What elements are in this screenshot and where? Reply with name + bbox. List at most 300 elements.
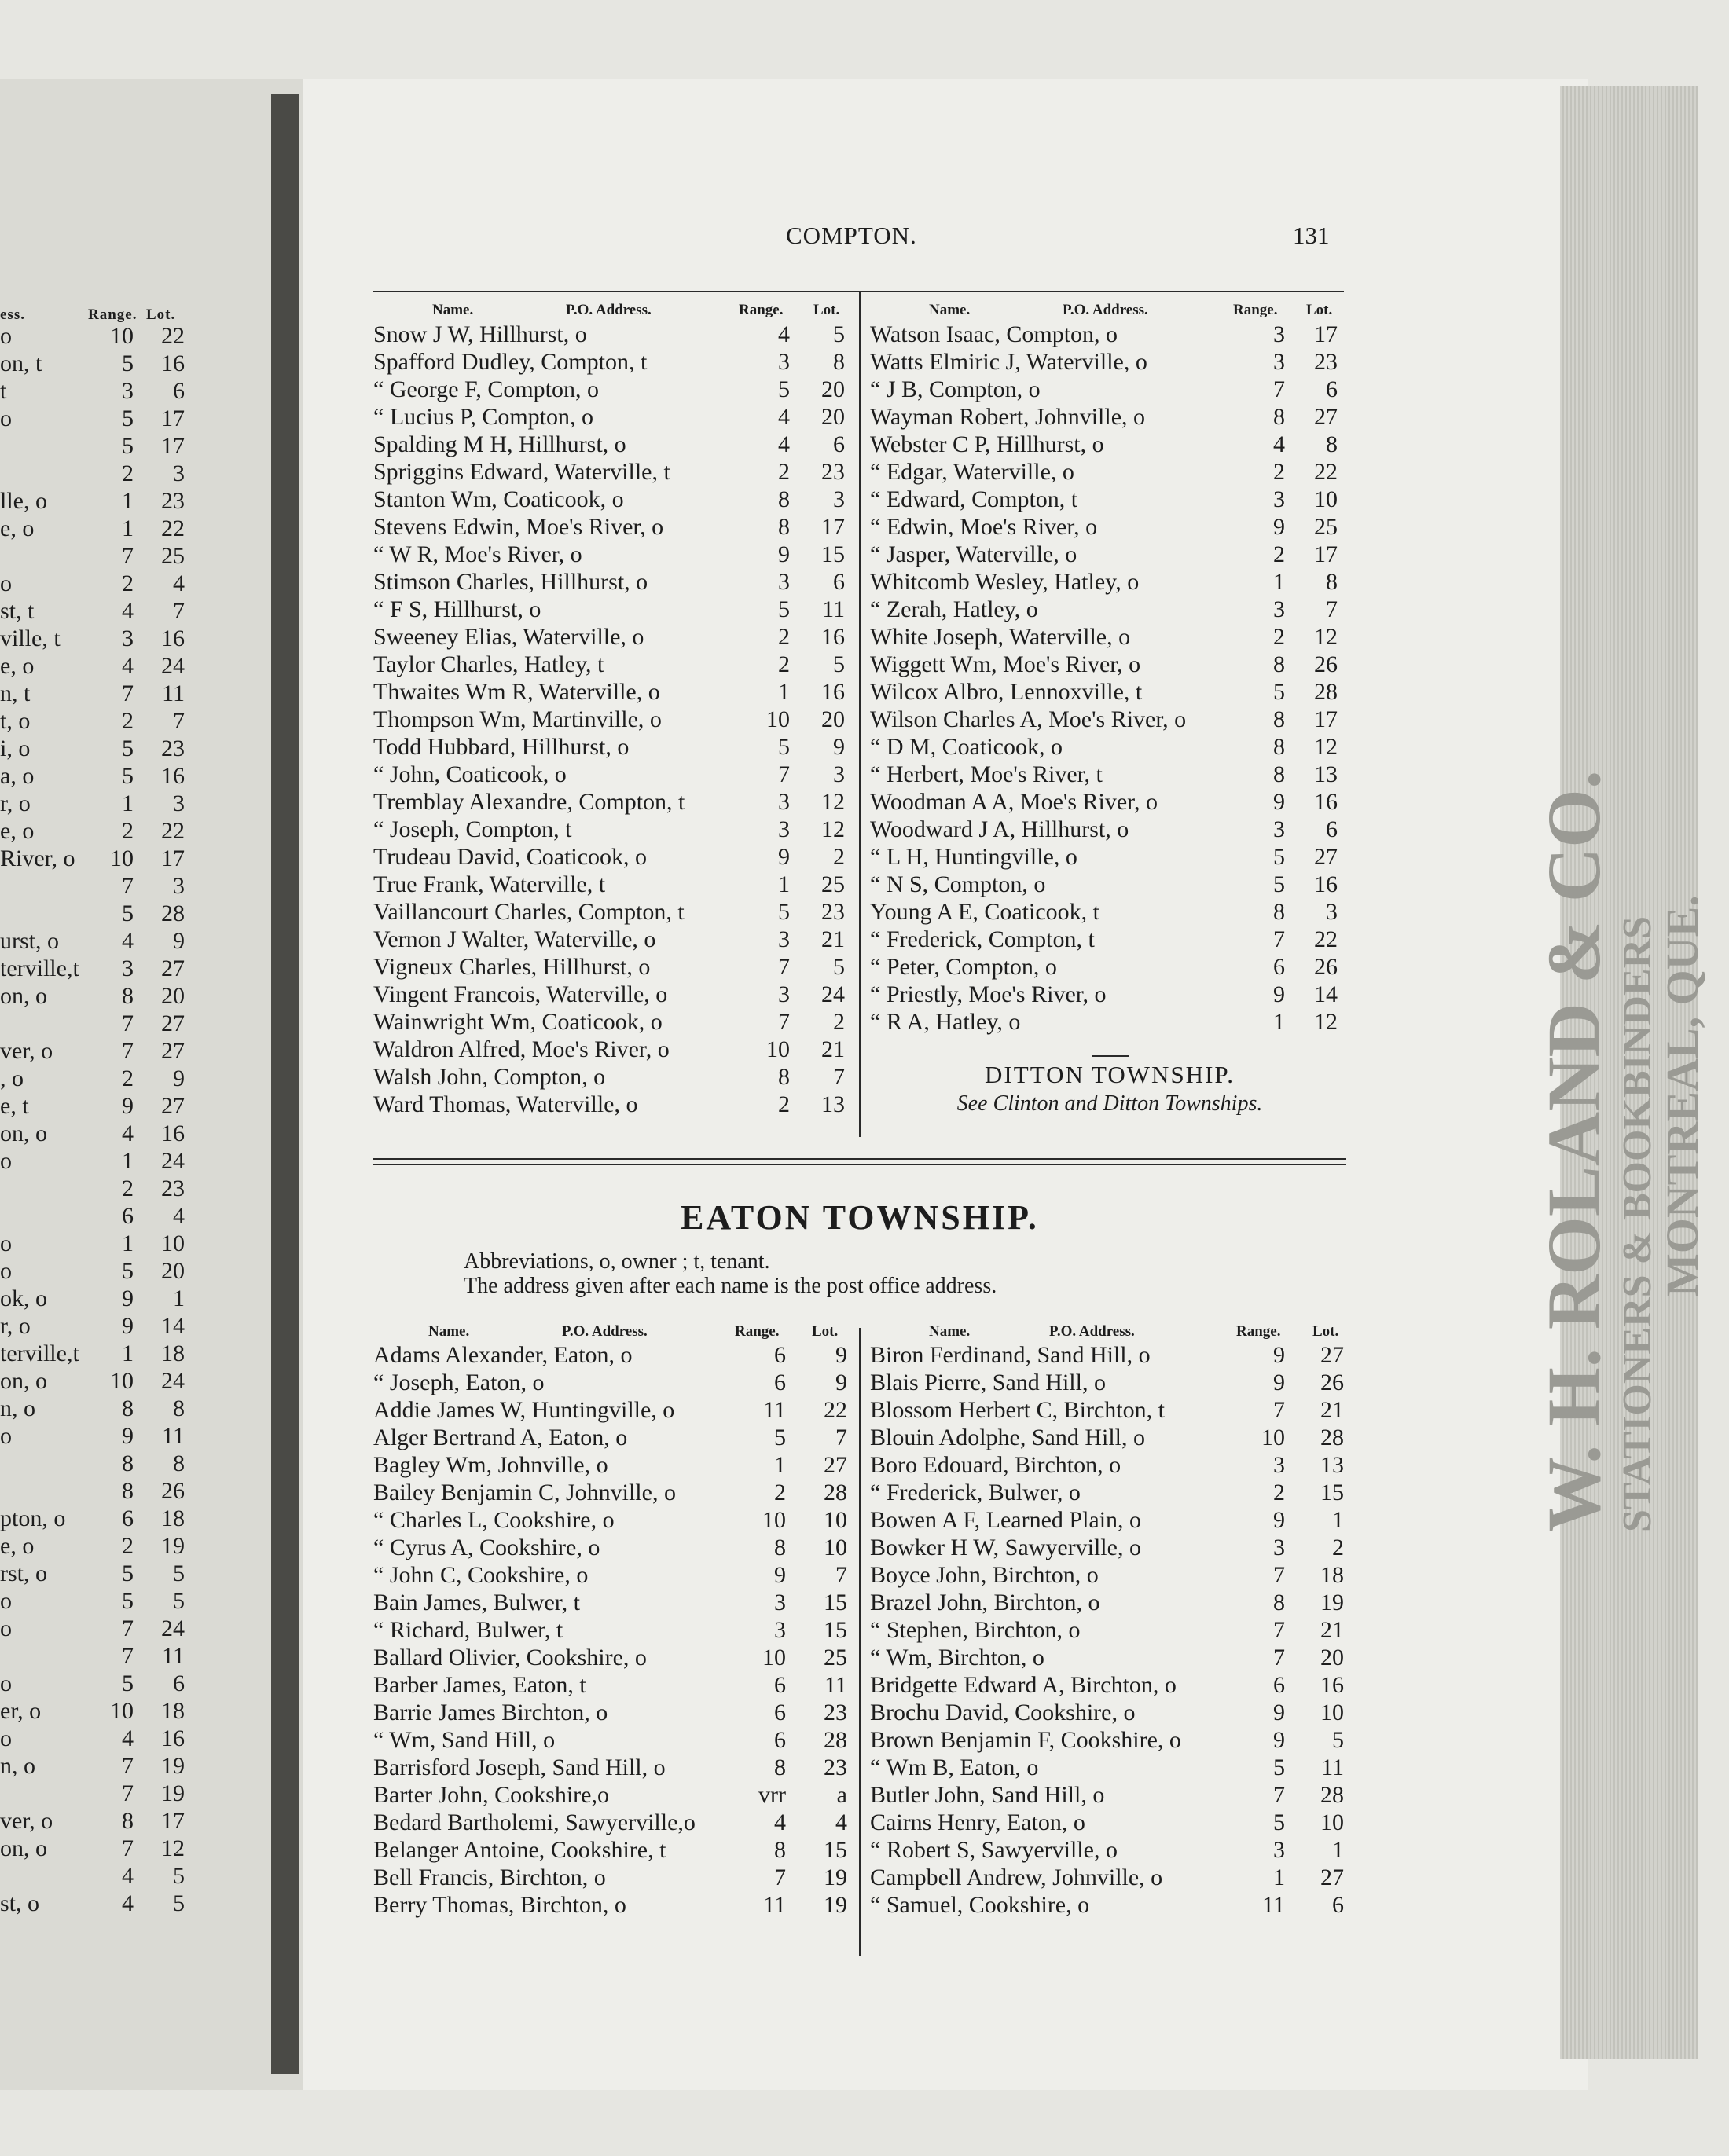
entry-range: 9	[1273, 1342, 1285, 1368]
entry-range: 2	[778, 624, 790, 650]
directory-entry	[373, 651, 853, 678]
entry-lot: 12	[1314, 734, 1338, 760]
entry-lot: 23	[1314, 349, 1338, 375]
directory-entry	[870, 1396, 1349, 1424]
page-number: 131	[1293, 222, 1330, 249]
entry-range: 3	[1273, 596, 1285, 622]
entry-lot: 1	[1332, 1507, 1344, 1533]
entry-range: 8	[774, 1837, 786, 1863]
entry-lot: 28	[1314, 679, 1338, 705]
left-entry-lot: 22	[161, 818, 185, 844]
col-name-label: Name.	[929, 302, 971, 318]
entry-name: Adams Alexander, Eaton, o	[373, 1342, 633, 1368]
directory-entry	[373, 1479, 853, 1506]
entry-lot: 2	[1332, 1534, 1344, 1560]
entry-range: 8	[774, 1534, 786, 1560]
entry-range: 11	[763, 1892, 786, 1918]
entry-range: 9	[774, 1562, 786, 1588]
col-address-label: P.O. Address.	[562, 1323, 648, 1340]
left-entry-range: 4	[122, 1863, 134, 1889]
entry-lot: 7	[1326, 596, 1338, 622]
left-entry-lot: 1	[173, 1285, 185, 1311]
left-entry-range: 4	[122, 653, 134, 679]
left-entry-lot: 18	[161, 1698, 185, 1724]
entry-name: Waldron Alfred, Moe's River, o	[373, 1036, 670, 1062]
left-entry-lot: 8	[173, 1450, 185, 1476]
entry-name: Whitcomb Wesley, Hatley, o	[870, 569, 1140, 595]
entry-name: Bain James, Bulwer, t	[373, 1590, 580, 1615]
ditton-note: See Clinton and Ditton Townships.	[956, 1091, 1263, 1116]
entry-name: Brown Benjamin F, Cookshire, o	[870, 1727, 1181, 1753]
entry-name: “ R A, Hatley, o	[870, 1009, 1021, 1035]
left-entry-range: 5	[122, 1560, 134, 1586]
directory-entry	[870, 706, 1349, 733]
entry-name: Bell Francis, Birchton, o	[373, 1864, 606, 1890]
entry-lot: 19	[824, 1864, 847, 1890]
left-entry-range: 2	[122, 1065, 134, 1091]
entry-lot: 21	[821, 1036, 845, 1062]
left-page-header-fragment: ess.	[0, 306, 25, 323]
left-page-entry	[0, 542, 189, 570]
directory-entry	[870, 1891, 1349, 1919]
entry-range: 4	[774, 1810, 786, 1835]
directory-entry	[373, 596, 853, 623]
left-page-entry	[0, 1340, 189, 1367]
left-entry-lot: 3	[173, 790, 185, 816]
left-entry-range: 1	[122, 488, 134, 514]
left-entry-lot: 3	[173, 873, 185, 899]
entry-range: 5	[1273, 844, 1285, 870]
entry-range: 1	[778, 679, 790, 705]
entry-lot: 5	[833, 651, 845, 677]
entry-lot: 15	[824, 1837, 847, 1863]
left-entry-lot: 16	[161, 625, 185, 651]
directory-entry	[373, 513, 853, 541]
entry-lot: 10	[1314, 486, 1338, 512]
entry-name: Bridgette Edward A, Birchton, o	[870, 1672, 1177, 1698]
left-entry-range: 5	[122, 735, 134, 761]
directory-entry	[870, 1754, 1349, 1781]
entry-lot: 15	[821, 541, 845, 567]
left-page-entry	[0, 652, 189, 680]
left-entry-range: 7	[122, 1753, 134, 1779]
entry-range: 8	[1273, 761, 1285, 787]
left-entry-fragment: River, o	[0, 845, 75, 871]
left-entry-range: 7	[122, 543, 134, 569]
left-entry-lot: 24	[161, 1615, 185, 1641]
entry-lot: 27	[824, 1452, 847, 1478]
directory-entry	[373, 1589, 853, 1616]
entry-lot: 23	[824, 1754, 847, 1780]
left-entry-lot: 17	[161, 845, 185, 871]
entry-range: 8	[778, 1064, 790, 1090]
entry-lot: 28	[824, 1727, 847, 1753]
compton-left-entries	[373, 321, 853, 1130]
left-entry-range: 7	[122, 1615, 134, 1641]
left-page-entry	[0, 322, 189, 350]
left-page-entry	[0, 1257, 189, 1285]
entry-range: 5	[774, 1424, 786, 1450]
ditton-title: DITTON TOWNSHIP.	[985, 1061, 1235, 1088]
entry-lot: 23	[824, 1700, 847, 1725]
entry-lot: 3	[833, 486, 845, 512]
left-page-entry	[0, 817, 189, 845]
entry-lot: 10	[824, 1507, 847, 1533]
entry-name: Ward Thomas, Waterville, o	[373, 1091, 638, 1117]
entry-lot: 22	[1314, 926, 1338, 952]
entry-name: Woodman A A, Moe's River, o	[870, 789, 1158, 815]
directory-entry	[373, 981, 853, 1008]
directory-entry	[373, 871, 853, 898]
directory-entry	[373, 1369, 853, 1396]
left-entry-lot: 18	[161, 1340, 185, 1366]
entry-lot: 12	[821, 816, 845, 842]
entry-lot: 2	[833, 844, 845, 870]
directory-entry	[373, 431, 853, 458]
left-page-entry	[0, 432, 189, 460]
entry-lot: 7	[835, 1562, 847, 1588]
entry-lot: 27	[1320, 1342, 1344, 1368]
left-entry-range: 5	[122, 1670, 134, 1696]
entry-name: True Frank, Waterville, t	[373, 871, 606, 897]
entry-name: Bowen A F, Learned Plain, o	[870, 1507, 1142, 1533]
entry-name: Wilson Charles A, Moe's River, o	[870, 706, 1187, 732]
entry-lot: 9	[833, 734, 845, 760]
directory-entry	[373, 1534, 853, 1561]
entry-range: 10	[766, 706, 790, 732]
entry-name: White Joseph, Waterville, o	[870, 624, 1131, 650]
directory-entry	[870, 1008, 1349, 1036]
directory-entry	[373, 348, 853, 376]
entry-lot: 6	[833, 569, 845, 595]
directory-entry	[373, 623, 853, 651]
left-entry-fragment: r, o	[0, 790, 31, 816]
left-entry-fragment: on, o	[0, 1835, 47, 1861]
left-entry-fragment: ville, t	[0, 625, 61, 651]
entry-lot: 24	[821, 981, 845, 1007]
compton-right-column-header	[870, 302, 1349, 322]
entry-range: 9	[1273, 514, 1285, 540]
left-entry-range: 4	[122, 1120, 134, 1146]
col-lot-label: Lot.	[1306, 302, 1333, 318]
entry-range: 9	[1273, 1370, 1285, 1395]
left-page-entry	[0, 1202, 189, 1230]
left-entry-lot: 17	[161, 433, 185, 459]
left-page-entry	[0, 872, 189, 900]
entry-lot: 2	[833, 1009, 845, 1035]
left-entry-fragment: on, o	[0, 1120, 47, 1146]
directory-entry	[870, 871, 1349, 898]
entry-lot: 26	[1314, 651, 1338, 677]
directory-entry	[870, 816, 1349, 843]
directory-entry	[870, 1699, 1349, 1726]
entry-name: “ Joseph, Eaton, o	[373, 1370, 545, 1395]
compton-column-divider	[859, 292, 861, 1137]
directory-entry	[373, 1836, 853, 1864]
entry-name: Ballard Olivier, Cookshire, o	[373, 1644, 647, 1670]
entry-lot: 13	[1314, 761, 1338, 787]
left-entry-lot: 27	[161, 1093, 185, 1119]
col-name-label: Name.	[428, 1323, 470, 1340]
left-entry-fragment: st, t	[0, 598, 35, 624]
col-range-label: Range.	[1236, 1323, 1281, 1340]
left-page-entry	[0, 1092, 189, 1120]
entry-range: 2	[778, 651, 790, 677]
left-entry-lot: 16	[161, 1725, 185, 1751]
left-page-entry	[0, 1450, 189, 1477]
entry-range: 6	[1273, 1672, 1285, 1698]
entry-range: 7	[774, 1864, 786, 1890]
entry-range: 7	[1273, 1397, 1285, 1423]
directory-entry	[373, 403, 853, 431]
entry-name: “ Wm, Birchton, o	[870, 1644, 1044, 1670]
entry-range: 9	[1273, 1700, 1285, 1725]
entry-lot: 12	[821, 789, 845, 815]
left-entry-range: 10	[110, 1368, 134, 1394]
entry-range: 3	[1273, 321, 1285, 347]
entry-range: 2	[778, 459, 790, 485]
left-entry-range: 8	[122, 1808, 134, 1834]
entry-name: Stevens Edwin, Moe's River, o	[373, 514, 664, 540]
entry-name: Stanton Wm, Coaticook, o	[373, 486, 624, 512]
entry-name: Boro Edouard, Birchton, o	[870, 1452, 1121, 1478]
stamp-line-3: MONTREAL, QUE.	[1657, 895, 1708, 1296]
entry-lot: 25	[824, 1644, 847, 1670]
left-page-entry	[0, 1065, 189, 1092]
left-page-entry	[0, 1010, 189, 1037]
entry-lot: 5	[833, 321, 845, 347]
entry-lot: 8	[1326, 569, 1338, 595]
eaton-address-note: The address given after each name is the post office address.	[464, 1274, 997, 1298]
left-page-entry	[0, 1285, 189, 1312]
entry-lot: 15	[824, 1590, 847, 1615]
entry-name: Spriggins Edward, Waterville, t	[373, 459, 670, 485]
entry-range: 5	[778, 734, 790, 760]
entry-name: “ Peter, Compton, o	[870, 954, 1057, 980]
directory-entry	[373, 1891, 853, 1919]
left-entry-range: 5	[122, 900, 134, 926]
left-page-entry	[0, 900, 189, 927]
entry-name: “ Cyrus A, Cookshire, o	[373, 1534, 600, 1560]
left-entry-fragment: rst, o	[0, 1560, 47, 1586]
left-page-entry	[0, 1422, 189, 1450]
left-entry-range: 7	[122, 1038, 134, 1064]
entry-lot: 12	[1314, 1009, 1338, 1035]
left-page-entry	[0, 1230, 189, 1257]
entry-range: 3	[1273, 816, 1285, 842]
left-entry-range: 4	[122, 1725, 134, 1751]
directory-entry	[373, 1671, 853, 1699]
entry-range: 3	[778, 789, 790, 815]
entry-name: Butler John, Sand Hill, o	[870, 1782, 1105, 1808]
left-entry-fragment: lle, o	[0, 488, 47, 514]
entry-lot: 4	[835, 1810, 847, 1835]
entry-lot: 28	[1320, 1424, 1344, 1450]
left-entry-fragment: n, t	[0, 680, 31, 706]
directory-entry	[373, 1644, 853, 1671]
entry-lot: 16	[1314, 789, 1338, 815]
entry-lot: 6	[1326, 816, 1338, 842]
left-page-entry	[0, 680, 189, 707]
entry-name: Wainwright Wm, Coaticook, o	[373, 1009, 663, 1035]
left-page-entry	[0, 377, 189, 405]
directory-entry	[373, 1864, 853, 1891]
left-entry-fragment: t, o	[0, 708, 31, 734]
entry-lot: 21	[1320, 1397, 1344, 1423]
entry-range: 7	[778, 761, 790, 787]
left-entry-lot: 24	[161, 653, 185, 679]
left-entry-lot: 22	[161, 515, 185, 541]
left-entry-fragment: o	[0, 1615, 12, 1641]
left-page-entry	[0, 350, 189, 377]
left-page-entry	[0, 1312, 189, 1340]
left-entry-range: 2	[122, 570, 134, 596]
left-entry-lot: 10	[161, 1230, 185, 1256]
left-page-entry	[0, 1120, 189, 1147]
entry-name: “ Stephen, Birchton, o	[870, 1617, 1081, 1643]
entry-range: 8	[774, 1754, 786, 1780]
left-entry-range: 8	[122, 983, 134, 1009]
entry-lot: 10	[1320, 1700, 1344, 1725]
entry-name: “ Lucius P, Compton, o	[373, 404, 594, 430]
entry-lot: 16	[821, 679, 845, 705]
entry-name: “ Edgar, Waterville, o	[870, 459, 1074, 485]
left-entry-range: 1	[122, 1148, 134, 1174]
entry-name: Vigneux Charles, Hillhurst, o	[373, 954, 651, 980]
entry-lot: 23	[821, 459, 845, 485]
left-entry-lot: 16	[161, 763, 185, 789]
entry-range: 11	[1262, 1892, 1285, 1918]
left-entry-range: 2	[122, 1175, 134, 1201]
entry-name: Belanger Antoine, Cookshire, t	[373, 1837, 666, 1863]
left-page-entry	[0, 955, 189, 982]
entry-lot: 20	[821, 376, 845, 402]
entry-name: Walsh John, Compton, o	[373, 1064, 606, 1090]
directory-entry	[870, 1726, 1349, 1754]
entry-name: “ Edwin, Moe's River, o	[870, 514, 1098, 540]
entry-range: 1	[1273, 1864, 1285, 1890]
left-entry-fragment: o	[0, 323, 12, 349]
left-entry-fragment: st, o	[0, 1890, 40, 1916]
left-entry-range: 6	[122, 1203, 134, 1229]
left-entry-fragment: , o	[0, 1065, 24, 1091]
left-entry-range: 3	[122, 378, 134, 404]
directory-entry	[870, 1809, 1349, 1836]
entry-name: Campbell Andrew, Johnville, o	[870, 1864, 1163, 1890]
left-entry-fragment: e, o	[0, 515, 35, 541]
left-entry-range: 3	[122, 625, 134, 651]
entry-range: 2	[1273, 624, 1285, 650]
directory-entry	[373, 1809, 853, 1836]
left-entry-lot: 28	[161, 900, 185, 926]
entry-range: 9	[1273, 981, 1285, 1007]
entry-range: 8	[1273, 404, 1285, 430]
entry-lot: 26	[1320, 1370, 1344, 1395]
left-entry-lot: 4	[173, 1203, 185, 1229]
directory-entry	[870, 1836, 1349, 1864]
directory-entry	[870, 431, 1349, 458]
left-entry-lot: 5	[173, 1588, 185, 1614]
entry-lot: 6	[833, 431, 845, 457]
left-page-entry	[0, 1560, 189, 1587]
entry-name: Spalding M H, Hillhurst, o	[373, 431, 626, 457]
entry-name: “ Charles L, Cookshire, o	[373, 1507, 615, 1533]
directory-entry	[870, 1671, 1349, 1699]
entry-name: Vernon J Walter, Waterville, o	[373, 926, 656, 952]
entry-lot: 16	[1314, 871, 1338, 897]
entry-lot: 5	[833, 954, 845, 980]
entry-lot: 20	[821, 404, 845, 430]
entry-lot: 21	[821, 926, 845, 952]
left-entry-lot: 24	[161, 1148, 185, 1174]
entry-lot: a	[836, 1782, 847, 1808]
entry-range: 10	[766, 1036, 790, 1062]
entry-range: 5	[778, 596, 790, 622]
directory-entry	[870, 376, 1349, 403]
entry-name: Alger Bertrand A, Eaton, o	[373, 1424, 628, 1450]
left-page-entry	[0, 1615, 189, 1642]
entry-lot: 6	[1326, 376, 1338, 402]
entry-name: Blossom Herbert C, Birchton, t	[870, 1397, 1165, 1423]
left-entry-lot: 12	[161, 1835, 185, 1861]
directory-entry	[373, 486, 853, 513]
entry-name: Sweeney Elias, Waterville, o	[373, 624, 644, 650]
left-entry-fragment: ver, o	[0, 1038, 53, 1064]
left-entry-fragment: er, o	[0, 1698, 42, 1724]
entry-range: 2	[1273, 1480, 1285, 1505]
left-page-entry	[0, 487, 189, 515]
entry-name: Bailey Benjamin C, Johnville, o	[373, 1480, 676, 1505]
directory-entry	[373, 1091, 853, 1118]
entry-range: 7	[778, 1009, 790, 1035]
entry-range: 4	[1273, 431, 1285, 457]
left-page-entry	[0, 1862, 189, 1890]
entry-lot: 17	[1314, 321, 1338, 347]
entry-name: “ John, Coaticook, o	[373, 761, 567, 787]
compton-right-entries	[870, 321, 1349, 1043]
left-entry-fragment: o	[0, 1148, 12, 1174]
directory-entry	[373, 816, 853, 843]
directory-entry	[870, 321, 1349, 348]
entry-range: 7	[1273, 1562, 1285, 1588]
directory-entry	[870, 513, 1349, 541]
directory-entry	[870, 651, 1349, 678]
stamp-line-1: W. H. ROLAND & CO.	[1532, 770, 1616, 1532]
directory-entry	[870, 1589, 1349, 1616]
col-range-label: Range.	[739, 302, 784, 318]
left-page-entry	[0, 405, 189, 432]
left-entry-fragment: o	[0, 1670, 12, 1696]
directory-entry	[870, 486, 1349, 513]
left-entry-lot: 18	[161, 1505, 185, 1531]
eaton-title: EATON TOWNSHIP.	[681, 1198, 1039, 1237]
left-entry-lot: 8	[173, 1395, 185, 1421]
directory-entry	[373, 541, 853, 568]
entry-lot: 15	[1320, 1480, 1344, 1505]
entry-lot: 11	[1321, 1754, 1344, 1780]
left-entry-range: 5	[122, 1588, 134, 1614]
left-entry-lot: 23	[161, 1175, 185, 1201]
left-entry-lot: 6	[173, 1670, 185, 1696]
entry-name: “ D M, Coaticook, o	[870, 734, 1063, 760]
entry-name: Wiggett Wm, Moe's River, o	[870, 651, 1141, 677]
entry-name: Vaillancourt Charles, Compton, t	[373, 899, 685, 925]
entry-name: Webster C P, Hillhurst, o	[870, 431, 1104, 457]
directory-entry	[870, 541, 1349, 568]
left-entry-range: 5	[122, 1258, 134, 1284]
left-entry-lot: 3	[173, 460, 185, 486]
entry-lot: 7	[833, 1064, 845, 1090]
